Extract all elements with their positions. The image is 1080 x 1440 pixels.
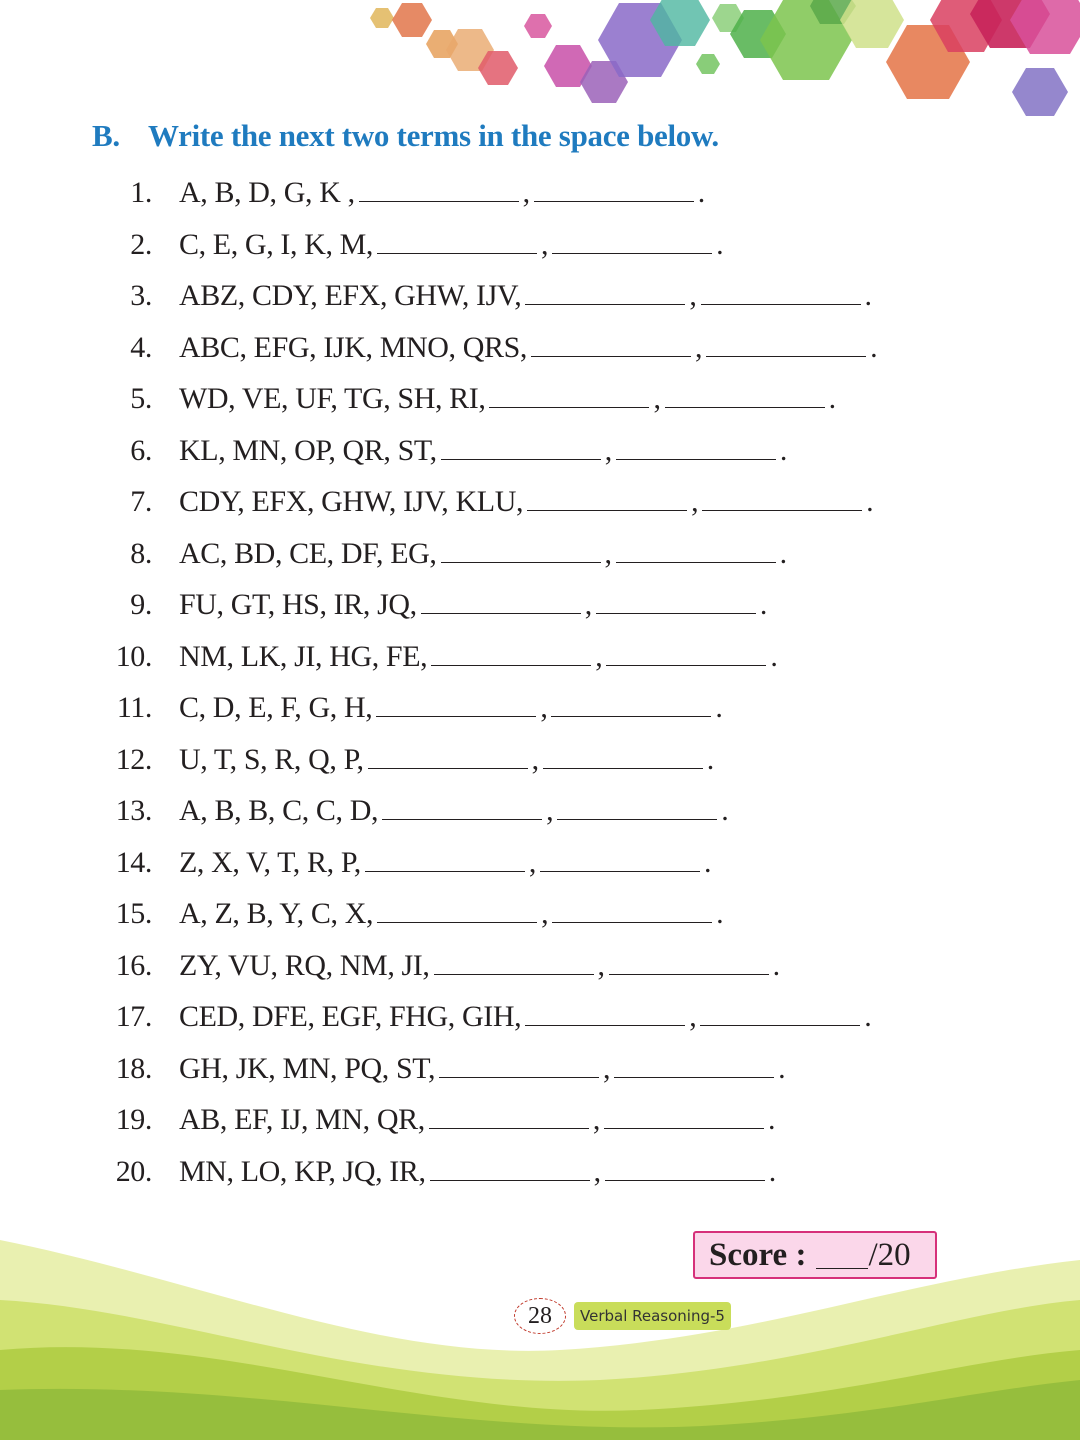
answer-blank-2[interactable] bbox=[534, 179, 694, 202]
answer-blank-1[interactable] bbox=[377, 231, 537, 254]
question-number: 14. bbox=[115, 845, 152, 879]
question-row bbox=[100, 176, 1000, 228]
question-list bbox=[100, 176, 1000, 1206]
question-number: 7. bbox=[130, 485, 152, 518]
answer-terminator: . bbox=[716, 897, 724, 930]
question-row bbox=[100, 1000, 1000, 1052]
answer-separator: , bbox=[541, 227, 549, 261]
answer-terminator: . bbox=[703, 845, 712, 879]
question-number: 18. bbox=[115, 1051, 152, 1085]
answer-blank-1[interactable] bbox=[525, 282, 685, 305]
answer-blank-2[interactable] bbox=[540, 849, 700, 872]
answer-separator: , bbox=[584, 588, 592, 621]
question-number: 9. bbox=[130, 588, 152, 621]
answer-blank-2[interactable] bbox=[596, 591, 756, 614]
question-sequence: Z, X, V, T, R, P, bbox=[179, 845, 361, 879]
answer-blank-1[interactable] bbox=[441, 540, 601, 563]
question-row bbox=[100, 588, 1000, 640]
answer-terminator: . bbox=[697, 176, 705, 209]
answer-separator: , bbox=[604, 433, 612, 467]
question-row bbox=[100, 640, 1000, 692]
question-sequence: KL, MN, OP, QR, ST, bbox=[179, 433, 437, 467]
question-row bbox=[100, 897, 1000, 949]
question-number: 16. bbox=[115, 948, 152, 982]
question-sequence: MN, LO, KP, JQ, IR, bbox=[179, 1154, 426, 1188]
question-sequence: A, B, B, C, C, D, bbox=[179, 794, 379, 827]
answer-blank-2[interactable] bbox=[702, 488, 862, 511]
answer-terminator: . bbox=[828, 382, 836, 415]
question-row bbox=[100, 279, 1000, 331]
question-number: 5. bbox=[130, 382, 152, 415]
section-heading bbox=[92, 118, 719, 154]
answer-blank-2[interactable] bbox=[706, 334, 866, 357]
question-number: 4. bbox=[130, 330, 152, 364]
question-row bbox=[100, 1103, 1000, 1155]
answer-blank-1[interactable] bbox=[430, 1158, 590, 1181]
answer-blank-1[interactable] bbox=[489, 385, 649, 408]
answer-blank-2[interactable] bbox=[604, 1106, 764, 1129]
question-row bbox=[100, 794, 1000, 846]
answer-blank-1[interactable] bbox=[527, 488, 687, 511]
answer-blank-1[interactable] bbox=[439, 1055, 599, 1078]
question-number: 17. bbox=[115, 1000, 152, 1033]
answer-terminator: . bbox=[716, 227, 724, 261]
answer-separator: , bbox=[694, 330, 703, 364]
answer-separator: , bbox=[689, 1000, 697, 1033]
question-row bbox=[100, 743, 1000, 795]
answer-terminator: . bbox=[768, 1154, 776, 1188]
question-sequence: GH, JK, MN, PQ, ST, bbox=[179, 1051, 436, 1085]
question-number: 8. bbox=[130, 536, 152, 570]
answer-blank-1[interactable] bbox=[525, 1003, 685, 1026]
answer-terminator: . bbox=[715, 691, 723, 724]
answer-blank-2[interactable] bbox=[606, 643, 766, 666]
book-title: Verbal Reasoning-5 bbox=[574, 1302, 731, 1330]
question-sequence: A, B, D, G, K , bbox=[179, 176, 355, 209]
answer-blank-2[interactable] bbox=[665, 385, 825, 408]
answer-terminator: . bbox=[767, 1103, 776, 1136]
question-sequence: WD, VE, UF, TG, SH, RI, bbox=[179, 382, 486, 415]
question-number: 2. bbox=[130, 227, 152, 261]
question-sequence: U, T, S, R, Q, P, bbox=[179, 742, 364, 776]
answer-terminator: . bbox=[721, 794, 729, 827]
answer-blank-1[interactable] bbox=[531, 334, 691, 357]
answer-terminator: . bbox=[779, 536, 787, 570]
question-sequence: ZY, VU, RQ, NM, JI, bbox=[179, 948, 430, 982]
question-number: 19. bbox=[115, 1103, 152, 1136]
decorative-waves bbox=[0, 1240, 1080, 1440]
answer-blank-2[interactable] bbox=[614, 1055, 774, 1078]
answer-separator: , bbox=[604, 536, 612, 570]
answer-blank-2[interactable] bbox=[609, 952, 769, 975]
question-row bbox=[100, 537, 1000, 589]
question-sequence: CED, DFE, EGF, FHG, GIH, bbox=[179, 1000, 522, 1033]
answer-separator: , bbox=[541, 897, 549, 930]
question-sequence: FU, GT, HS, IR, JQ, bbox=[179, 588, 417, 621]
question-sequence: ABC, EFG, IJK, MNO, QRS, bbox=[179, 330, 527, 364]
question-row bbox=[100, 949, 1000, 1001]
answer-blank-2[interactable] bbox=[701, 282, 861, 305]
answer-blank-1[interactable] bbox=[365, 849, 525, 872]
question-sequence: C, D, E, F, G, H, bbox=[179, 691, 373, 724]
question-sequence: CDY, EFX, GHW, IJV, KLU, bbox=[179, 485, 524, 518]
answer-separator: , bbox=[597, 948, 605, 982]
answer-separator: , bbox=[593, 1154, 601, 1188]
question-sequence: AB, EF, IJ, MN, QR, bbox=[179, 1103, 425, 1136]
answer-separator: , bbox=[522, 176, 530, 209]
question-row bbox=[100, 382, 1000, 434]
answer-blank-1[interactable] bbox=[431, 643, 591, 666]
question-number: 1. bbox=[130, 176, 152, 209]
decorative-hexagons bbox=[0, 0, 1080, 130]
answer-blank-2[interactable] bbox=[616, 540, 776, 563]
question-sequence: C, E, G, I, K, M, bbox=[179, 227, 374, 261]
answer-terminator: . bbox=[770, 639, 778, 673]
question-number: 3. bbox=[130, 279, 152, 312]
question-row bbox=[100, 485, 1000, 537]
answer-blank-2[interactable] bbox=[552, 900, 712, 923]
answer-separator: , bbox=[603, 1051, 611, 1085]
answer-separator: , bbox=[540, 691, 548, 724]
answer-blank-2[interactable] bbox=[552, 231, 712, 254]
page-number: 28 bbox=[514, 1298, 566, 1334]
question-sequence: ABZ, CDY, EFX, GHW, IJV, bbox=[179, 279, 522, 312]
question-row bbox=[100, 691, 1000, 743]
question-row bbox=[100, 228, 1000, 280]
answer-separator: , bbox=[528, 845, 536, 879]
answer-blank-2[interactable] bbox=[551, 694, 711, 717]
section-instruction: Write the next two terms in the space below. bbox=[148, 118, 719, 153]
question-sequence: AC, BD, CE, DF, EG, bbox=[179, 536, 437, 570]
answer-terminator: . bbox=[778, 1051, 786, 1085]
page-footer bbox=[514, 1297, 731, 1335]
question-number: 10. bbox=[115, 639, 152, 673]
question-number: 6. bbox=[130, 433, 152, 467]
question-sequence: A, Z, B, Y, C, X, bbox=[179, 897, 374, 930]
answer-terminator: . bbox=[779, 433, 787, 467]
answer-separator: , bbox=[595, 639, 603, 673]
question-number: 11. bbox=[116, 691, 152, 724]
answer-blank-1[interactable] bbox=[376, 694, 536, 717]
answer-blank-2[interactable] bbox=[543, 746, 703, 769]
question-number: 12. bbox=[115, 742, 152, 776]
answer-terminator: . bbox=[866, 485, 874, 518]
answer-blank-1[interactable] bbox=[382, 797, 542, 820]
question-row bbox=[100, 331, 1000, 383]
answer-terminator: . bbox=[759, 588, 767, 621]
question-number: 20. bbox=[115, 1154, 152, 1188]
answer-terminator: . bbox=[772, 948, 780, 982]
question-row bbox=[100, 1155, 1000, 1207]
answer-blank-1[interactable] bbox=[421, 591, 581, 614]
answer-separator: , bbox=[592, 1103, 600, 1136]
answer-separator: , bbox=[653, 382, 661, 415]
answer-blank-1[interactable] bbox=[359, 179, 519, 202]
answer-terminator: . bbox=[864, 1000, 872, 1033]
score-total: /20 bbox=[868, 1236, 911, 1273]
question-sequence: NM, LK, JI, HG, FE, bbox=[179, 639, 428, 673]
section-label: B. bbox=[92, 118, 120, 153]
answer-blank-1[interactable] bbox=[377, 900, 537, 923]
answer-blank-2[interactable] bbox=[700, 1003, 860, 1026]
answer-blank-2[interactable] bbox=[616, 437, 776, 460]
answer-terminator: . bbox=[706, 742, 714, 776]
score-label: Score : bbox=[709, 1236, 807, 1273]
answer-blank-1[interactable] bbox=[441, 437, 601, 460]
answer-terminator: . bbox=[870, 330, 878, 364]
answer-blank-2[interactable] bbox=[557, 797, 717, 820]
question-number: 15. bbox=[115, 897, 152, 930]
answer-separator: , bbox=[531, 742, 539, 776]
answer-terminator: . bbox=[864, 279, 872, 312]
answer-separator: , bbox=[691, 485, 699, 518]
answer-separator: , bbox=[689, 279, 697, 312]
question-row bbox=[100, 846, 1000, 898]
question-row bbox=[100, 434, 1000, 486]
question-row bbox=[100, 1052, 1000, 1104]
answer-blank-1[interactable] bbox=[429, 1106, 589, 1129]
answer-blank-1[interactable] bbox=[368, 746, 528, 769]
answer-blank-2[interactable] bbox=[605, 1158, 765, 1181]
answer-blank-1[interactable] bbox=[434, 952, 594, 975]
question-number: 13. bbox=[115, 794, 152, 827]
answer-separator: , bbox=[546, 794, 554, 827]
